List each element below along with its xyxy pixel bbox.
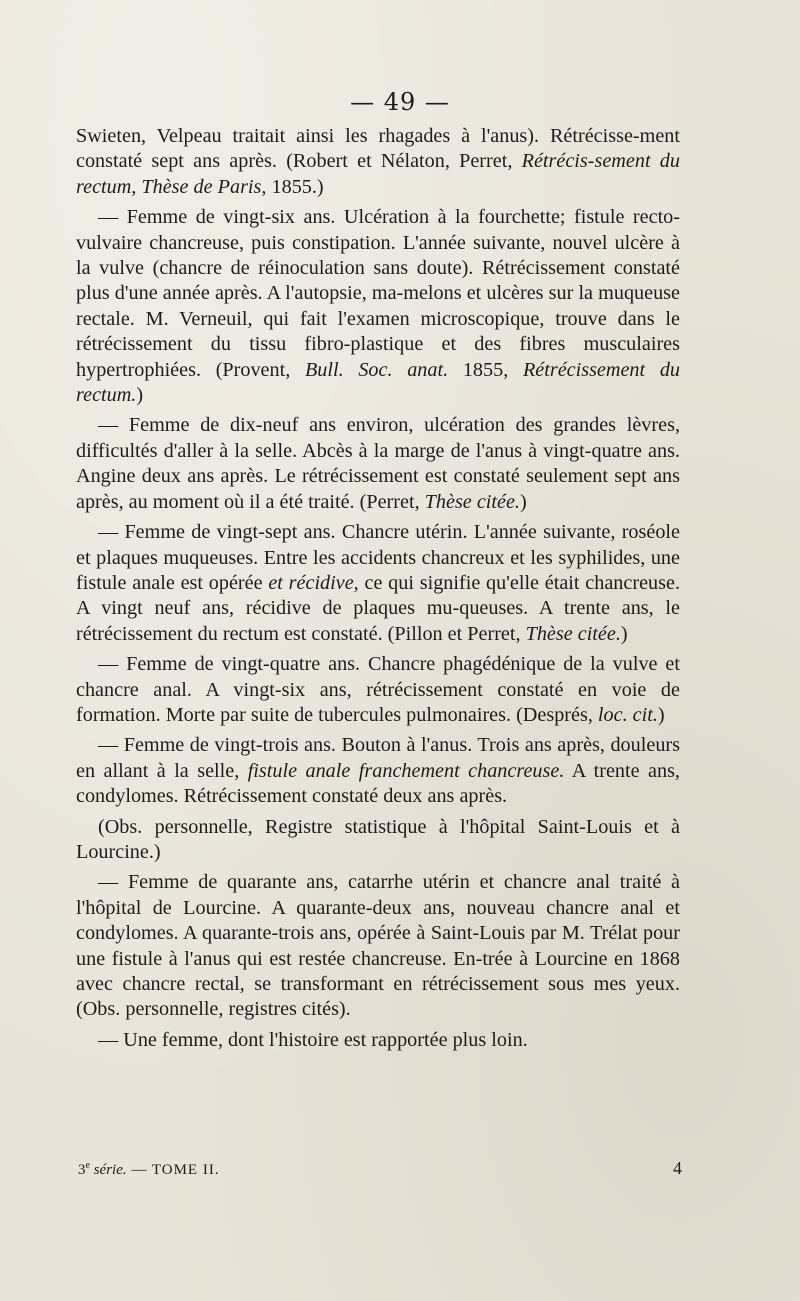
paragraph: [76, 205, 680, 408]
text-run: ): [657, 703, 665, 726]
page-footer: [78, 1160, 682, 1179]
body-text: [76, 124, 680, 1058]
text-run: — Femme de dix-neuf ans environ, ulcération des grandes lèvres, difficultés d'aller à la selle. Abcès à la marge de l'anus à vingt-quatre ans. Angine deux ans après. Le rétrécissement est constaté seulement sept ans après, au moment où il a été traité. (Perret,: [76, 414, 680, 513]
text-run: ce qui signifie qu'elle était chancreuse. A vingt neuf ans, récidive de plaques mu-queuses. A trente ans, le rétrécissement du rectum est constaté. (Pillon et Perret,: [76, 571, 680, 645]
page-number: — 49 —: [350, 88, 450, 116]
text-run: ): [519, 490, 527, 513]
italic-text: Rétrécissement du rectum.: [76, 358, 681, 407]
series-label: [78, 1162, 127, 1178]
text-run: 1855,: [448, 358, 523, 381]
text-run: — Une femme, dont l'histoire est rapportée plus loin.: [98, 1028, 528, 1051]
italic-text: Thèse citée.: [525, 622, 621, 645]
paragraph: [76, 652, 680, 728]
text-run: ): [136, 384, 144, 407]
italic-text: Rétrécis-sement du rectum, Thèse de Paris,: [76, 150, 680, 198]
series-superscript: e: [85, 1160, 90, 1171]
text-run: — Femme de vingt-sept ans. Chancre utérin. L'année suivante, roséole et plaques muqueuses. Entre les accidents chancreux et les syphilides, une fistule anale est opérée: [76, 521, 680, 594]
text-run: 1855.): [266, 175, 324, 198]
paragraph: [76, 870, 680, 1022]
text-run: Swieten, Velpeau traitait ainsi les rhagades à l'anus). Rétrécisse-ment constaté sept ans après. (Robert et Nélaton, Perret,: [76, 125, 680, 173]
volume-label: — TOME II.: [126, 1162, 220, 1178]
text-run: (Obs. personnelle, Registre statistique à l'hôpital Saint-Louis et à Lourcine.): [76, 815, 680, 863]
series-word: série.: [89, 1162, 127, 1178]
paragraph: [76, 124, 680, 200]
text-run: — Femme de vingt-six ans. Ulcération à la fourchette; fistule recto-vulvaire chancreuse, puis constipation. L'année suivante, nouvel ulcère à la vulve (chancre de réinoculation sans doute). Rétrécissement constaté plus d'une année après. A l'autopsie, ma-melons et ulcères sur la muqueuse rectale. M. Verneuil, qui fait l'examen microscopique, trouve dans le rétrécissement du tissu fibro-plastique et des fibres musculaires hypertrophiées. (Provent,: [76, 206, 680, 381]
text-run: — Femme de vingt-quatre ans. Chancre phagédénique de la vulve et chancre anal. A vingt-six ans, rétrécissement constaté en voie de formation. Morte par suite de tubercules pulmonaires. (Després,: [76, 653, 680, 726]
series-number: 3: [78, 1162, 86, 1178]
paragraph: [76, 815, 680, 866]
text-run: ): [620, 622, 628, 645]
text-run: A trente ans, condylomes. Rétrécissement constaté deux ans après.: [76, 759, 680, 808]
paragraph: [76, 413, 680, 515]
italic-text: loc. cit.: [597, 703, 658, 726]
signature-mark: 4: [673, 1158, 682, 1178]
italic-text: Thèse citée.: [424, 490, 520, 513]
paragraph: [76, 1028, 680, 1053]
paragraph: [76, 733, 680, 809]
italic-text: Bull. Soc. anat.: [304, 358, 449, 381]
paragraph: [76, 520, 680, 647]
italic-text: fistule anale franchement chancreuse.: [247, 759, 565, 782]
text-run: — Femme de quarante ans, catarrhe utérin et chancre anal traité à l'hôpital de Lourcine. A quarante-deux ans, nouveau chancre anal et condylomes. A quarante-trois ans, opérée à Saint-Louis par M. Trélat pour une fistule à l'anus qui est restée chancreuse. En-trée à Lourcine en 1868 avec chancre rectal, se transformant en rétrécissement sous mes yeux. (Obs. personnelle, registres cités).: [76, 871, 680, 1021]
text-run: — Femme de vingt-trois ans. Bouton à l'anus. Trois ans après, douleurs en allant à la selle,: [76, 734, 680, 782]
italic-text: et récidive,: [268, 571, 359, 594]
